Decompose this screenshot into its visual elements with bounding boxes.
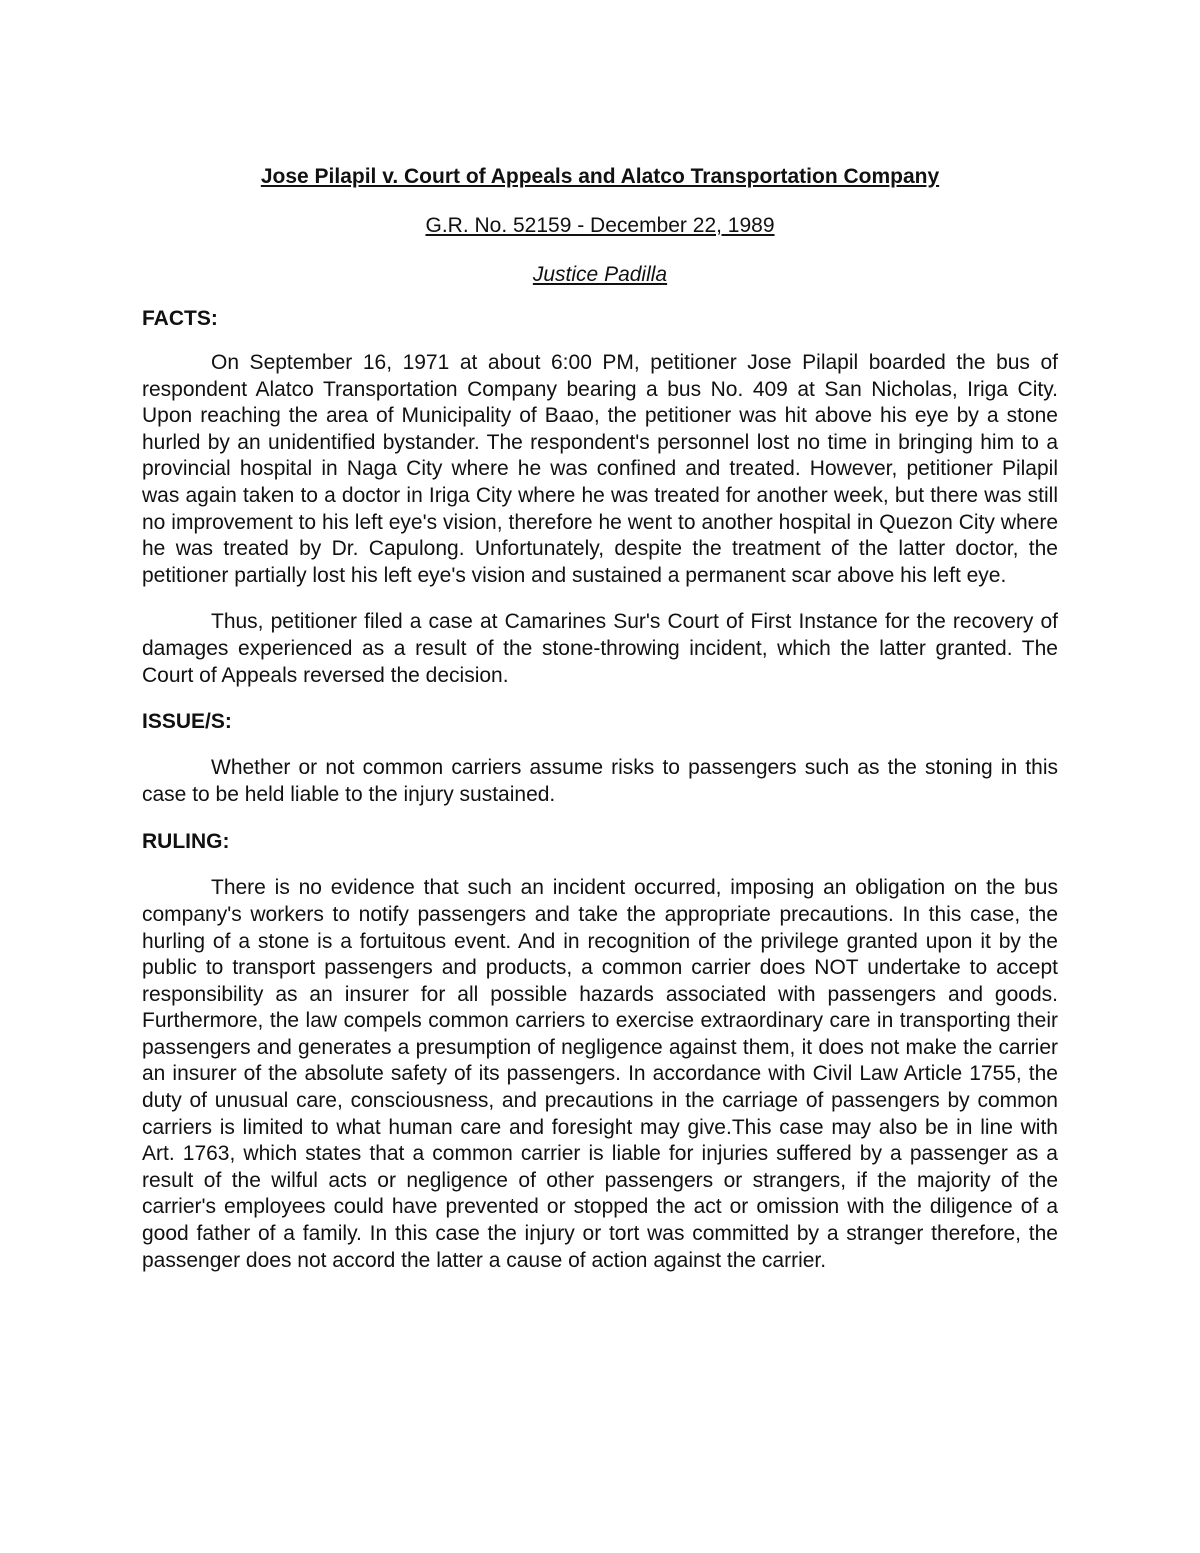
facts-paragraph-2: Thus, petitioner filed a case at Camarines Sur's Court of First Instance for the recovery of damages experienced as a result of the stone-throwing incident, which the latter granted. The Court of Appeals reversed the decision. <box>142 610 1058 687</box>
case-title: Jose Pilapil v. Court of Appeals and Alatco Transportation Company <box>260 165 940 188</box>
ruling-heading: RULING: <box>142 830 230 854</box>
facts-paragraph-1: On September 16, 1971 at about 6:00 PM, petitioner Jose Pilapil boarded the bus of respondent Alatco Transportation Company bearing a bus No. 409 at San Nicholas, Iriga City. Upon reaching the area of Municipality of Baao, the petitioner was hit above his eye by a stone hurled by an unidentified bystander. The respondent's personnel lost no time in bringing him to a provincial hospital in Naga City where he was confined and treated. However, petitioner Pilapil was again taken to a doctor in Iriga City where he was treated for another week, but there was still no improvement to his left eye's vision, therefore he went to another hospital in Quezon City where he was treated by Dr. Capulong. Unfortunately, despite the treatment of the latter doctor, the petitioner partially lost his left eye's vision and sustained a permanent scar above his left eye. <box>142 351 1058 587</box>
issues-paragraph-1: Whether or not common carriers assume risks to passengers such as the stoning in this case to be held liable to the injury sustained. <box>142 756 1058 806</box>
ruling-section <box>142 828 1058 1274</box>
facts-section <box>142 305 1058 689</box>
ponente: Justice Padilla <box>532 263 668 286</box>
ruling-paragraph-1: There is no evidence that such an incident occurred, imposing an obligation on the bus company's workers to notify passengers and take the appropriate precautions. In this case, the hurling of a stone is a fortuitous event. And in recognition of the privilege granted upon it by the public to transport passengers and products, a common carrier does NOT undertake to accept responsibility as an insurer for all possible hazards associated with passengers and goods. Furthermore, the law compels common carriers to exercise extraordinary care in transporting their passengers and generates a presumption of negligence against them, it does not make the carrier an insurer of the absolute safety of its passengers. In accordance with Civil Law Article 1755, the duty of unusual care, consciousness, and precautions in the carriage of passengers by common carriers is limited to what human care and foresight may give.This case may also be in line with Art. 1763, which states that a common carrier is liable for injuries suffered by a passenger as a result of the wilful acts or negligence of other passengers or strangers, if the majority of the carrier's employees could have prevented or stopped the act or omission with the diligence of a good father of a family. In this case the injury or tort was committed by a stranger therefore, the passenger does not accord the latter a cause of action against the carrier. <box>142 876 1058 1272</box>
document-page <box>142 163 1058 1274</box>
gr-number: G.R. No. 52159 - December 22, 1989 <box>425 214 775 237</box>
issues-heading: ISSUE/S: <box>142 710 232 734</box>
issues-section <box>142 708 1058 808</box>
facts-heading: FACTS: <box>142 307 218 330</box>
